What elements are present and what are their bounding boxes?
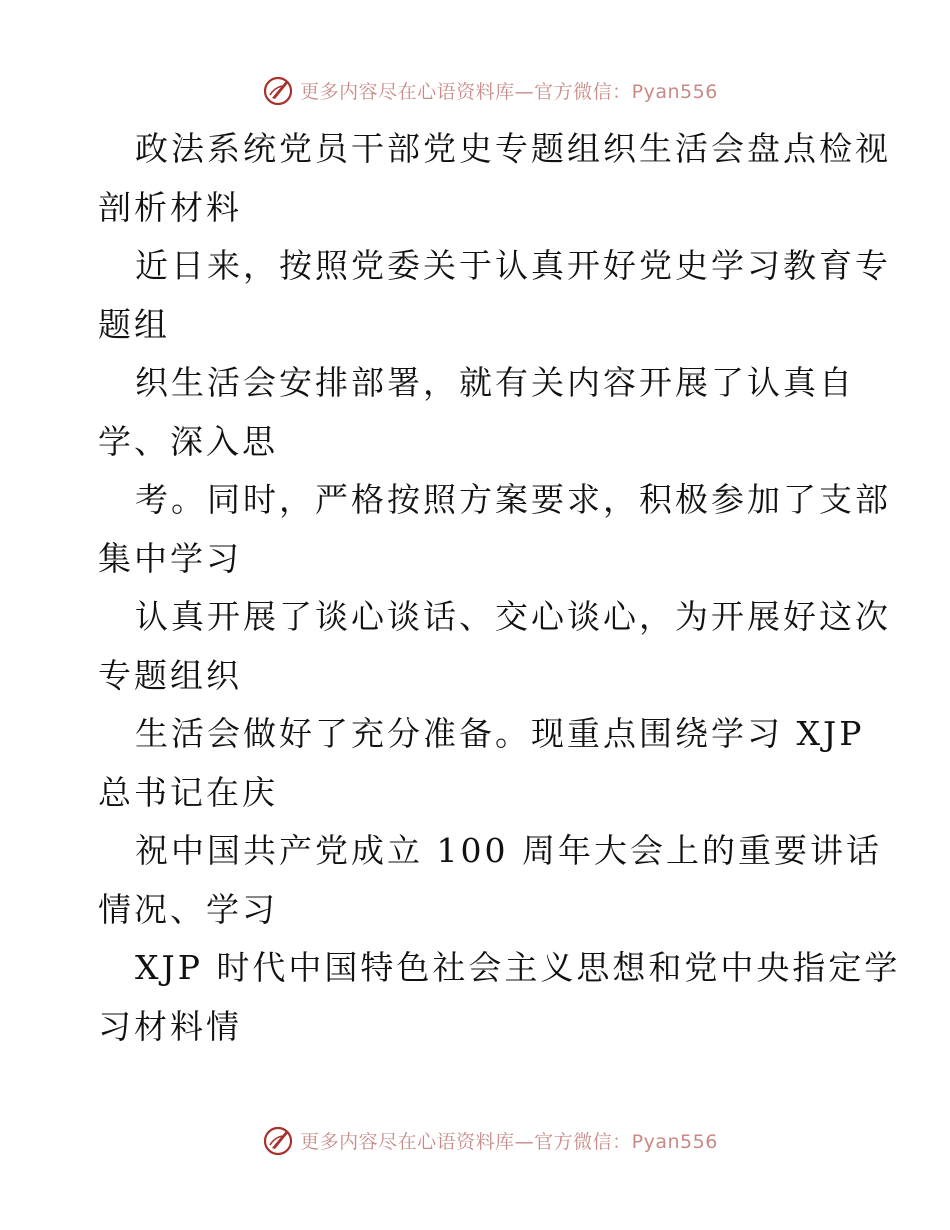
line-3: 近日来，按照党委关于认真开好党史学习教育专	[135, 246, 891, 285]
line-11: 生活会做好了充分准备。现重点围绕学习 XJP	[135, 714, 865, 753]
line-8: 集中学习	[98, 538, 242, 578]
banner-text: 更多内容尽在心语资料库—官方微信：Pyan556	[300, 1130, 718, 1153]
line-5: 织生活会安排部署，就有关内容开展了认真自	[135, 363, 855, 402]
quill-logo-icon	[262, 74, 294, 106]
line-16: 习材料情	[98, 1006, 242, 1046]
line-10: 专题组织	[98, 655, 242, 695]
line-7: 考。同时，严格按照方案要求，积极参加了支部	[135, 480, 891, 519]
line-4: 题组	[98, 304, 170, 344]
line-9: 认真开展了谈心谈话、交心谈心，为开展好这次	[135, 597, 891, 636]
banner-text: 更多内容尽在心语资料库—官方微信：Pyan556	[300, 80, 718, 103]
line-13: 祝中国共产党成立 100 周年大会上的重要讲话	[135, 831, 882, 870]
line-6: 学、深入思	[98, 421, 278, 461]
line-15: XJP 时代中国特色社会主义思想和党中央指定学	[135, 948, 901, 987]
footer-watermark-banner	[0, 1120, 950, 1160]
quill-logo-icon	[262, 1124, 294, 1156]
header-watermark-banner	[0, 70, 950, 110]
line-14: 情况、学习	[98, 889, 278, 929]
document-body	[98, 120, 901, 1056]
line-1: 政法系统党员干部党史专题组织生活会盘点检视	[135, 129, 891, 168]
line-2: 剖析材料	[98, 187, 242, 227]
line-12: 总书记在庆	[98, 772, 278, 812]
